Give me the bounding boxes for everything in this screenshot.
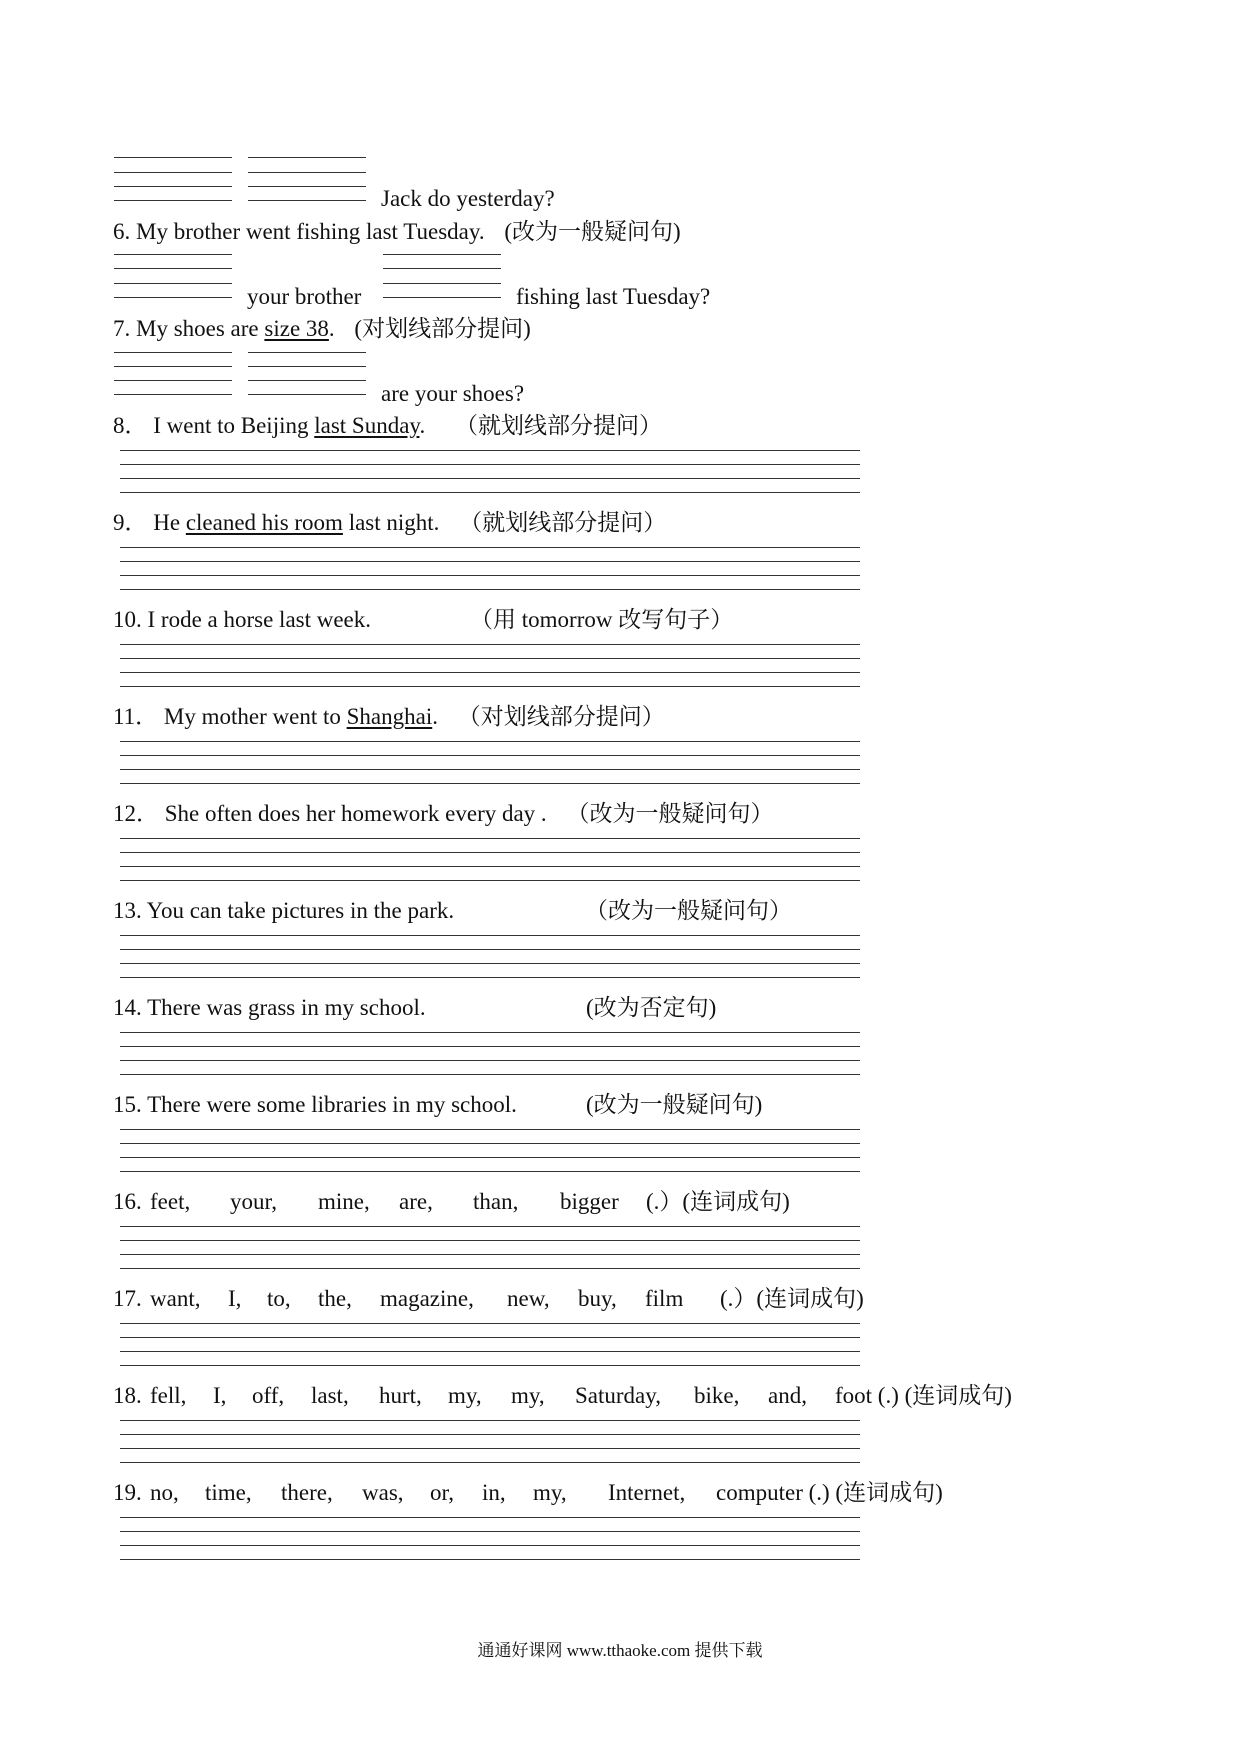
question-instruction: (对划线部分提问) [354,316,531,341]
word-item: I, [228,1286,242,1311]
underlined-part: last Sunday [314,413,420,438]
word-item: want, [150,1286,201,1311]
question-number: 18. [113,1383,142,1408]
underlined-part: cleaned his room [185,510,343,535]
question-number: 13. [113,898,142,923]
q6-tail: fishing last Tuesday? [516,284,711,309]
question-instruction: (改为一般疑问句) [504,219,681,244]
word-item: fell, [150,1383,187,1408]
word-item: last, [311,1383,349,1408]
question-10 [113,606,371,634]
word-item: to, [267,1286,291,1311]
question-number: 7. [113,316,131,341]
question-8 [113,412,662,440]
question-text-post: . [328,316,335,341]
word-item: there, [281,1480,333,1505]
question-instruction: foot (.) (连词成句) [835,1383,1012,1408]
word-item: bike, [694,1383,740,1408]
underlined-part: size 38 [264,316,329,341]
word-item: Internet, [608,1480,686,1505]
word-item: no, [150,1480,179,1505]
question-instruction: （用 tomorrow 改写句子） [470,607,734,632]
question-sentence: My brother went fishing last Tuesday. [136,219,485,244]
question-instruction: (.）(连词成句) [720,1286,864,1311]
question-instruction: （改为一般疑问句） [585,898,792,923]
word-item: buy, [578,1286,617,1311]
question-sentence: She often does her homework every day . [164,801,547,826]
question-text-pre: My shoes are [136,316,265,341]
word-item: magazine, [380,1286,474,1311]
question-instruction: （对划线部分提问） [457,704,665,729]
word-item: off, [252,1383,285,1408]
word-item: than, [473,1189,519,1214]
word-item: and, [768,1383,807,1408]
question-number: 10. [113,607,142,632]
word-item: hurt, [379,1383,422,1408]
question-7 [113,315,531,343]
question-9 [113,509,666,537]
question-sentence: I rode a horse last week. [147,607,372,632]
question-number: 17. [113,1286,142,1311]
word-item: my, [511,1383,545,1408]
question-6 [113,218,681,246]
question-number: 9． [113,510,148,535]
question-sentence: You can take pictures in the park. [146,898,455,923]
question-instruction: （改为一般疑问句） [566,801,774,826]
question-text-post: . [419,413,426,438]
question-text-pre: I went to Beijing [153,413,315,438]
question-instruction: (改为一般疑问句) [586,1092,763,1117]
question-number: 12． [113,801,159,826]
word-item: time, [205,1480,252,1505]
question-number: 19. [113,1480,142,1505]
question-text-post: last night. [342,510,440,535]
question-instruction: （就划线部分提问） [454,413,662,438]
footer-text: 通通好课网 www.tthaoke.com 提供下载 [477,1641,763,1660]
word-item: I, [213,1383,227,1408]
word-item: the, [318,1286,352,1311]
question-text-pre: He [153,510,186,535]
question-sentence: There was grass in my school. [147,995,426,1020]
question-text-post: . [432,704,438,729]
underlined-part: Shanghai [346,704,433,729]
question-15 [113,1091,517,1119]
word-item: Saturday, [575,1383,662,1408]
word-item: are, [399,1189,433,1214]
question-instruction: （就划线部分提问） [459,510,667,535]
word-item: my, [533,1480,567,1505]
question-number: 16. [113,1189,142,1214]
question-text-pre: My mother went to [163,704,347,729]
q7-tail: are your shoes? [381,381,525,406]
word-item: my, [448,1383,482,1408]
question-number: 6. [113,219,131,244]
word-item: or, [430,1480,454,1505]
word-item: feet, [150,1189,191,1214]
word-item: new, [507,1286,550,1311]
question-11 [113,703,665,731]
word-item: your, [230,1189,277,1214]
question-instruction: (改为否定句) [586,995,717,1020]
question-number: 11． [113,704,159,729]
word-item: film [645,1286,684,1311]
question-number: 15. [113,1092,142,1117]
question-13 [113,897,454,925]
q5-tail: Jack do yesterday? [381,186,555,211]
word-item: in, [482,1480,506,1505]
word-item: was, [362,1480,404,1505]
question-sentence: There were some libraries in my school. [147,1092,517,1117]
word-item: mine, [318,1189,370,1214]
question-instruction: (.）(连词成句) [646,1189,790,1214]
word-item: bigger [560,1189,619,1214]
question-12 [113,800,773,828]
question-number: 8． [113,413,148,438]
question-number: 14. [113,995,142,1020]
q6-mid: your brother [247,284,362,309]
question-14 [113,994,426,1022]
question-instruction: computer (.) (连词成句) [716,1480,943,1505]
